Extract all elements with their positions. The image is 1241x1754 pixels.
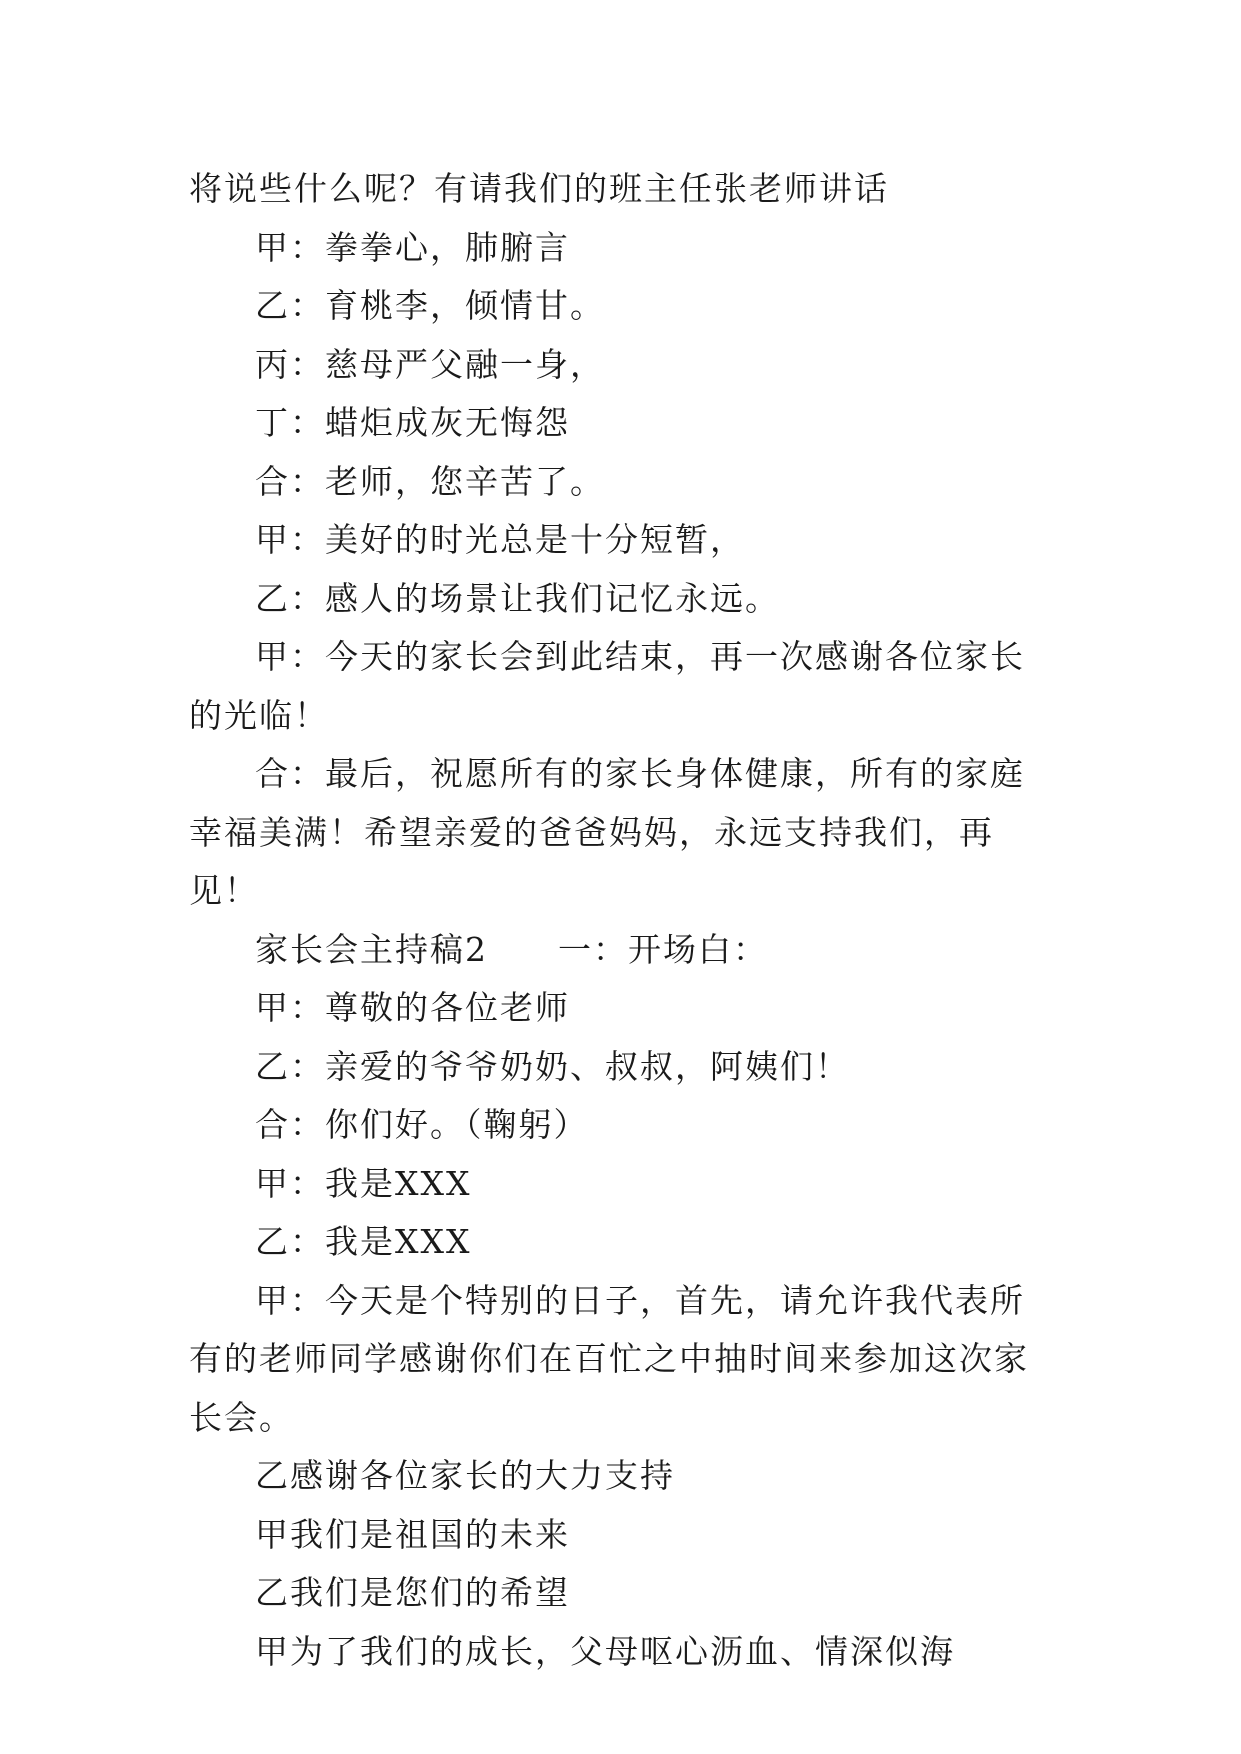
- paragraph: 甲：拳拳心，肺腑言: [255, 227, 570, 267]
- paragraph: 甲：尊敬的各位老师: [255, 988, 570, 1027]
- paragraph: 合：你们好。（鞠躬）: [255, 1105, 589, 1144]
- paragraph: 合：最后，祝愿所有的家长身体健康，所有的家庭幸福美满！希望亲爱的爸爸妈妈，永远支持我们，再见！: [189, 754, 1025, 910]
- paragraph: 甲：美好的时光总是十分短暂，: [255, 520, 745, 559]
- paragraph: 甲：今天是个特别的日子，首先，请允许我代表所有的老师同学感谢你们在百忙之中抽时间来参加这次家长会。: [189, 1280, 1029, 1437]
- paragraph: 乙：亲爱的爷爷奶奶、叔叔，阿姨们！: [255, 1046, 850, 1086]
- paragraph: 丁：蜡炬成灰无悔怨: [255, 403, 570, 442]
- paragraph: 甲我们是祖国的未来: [255, 1514, 570, 1554]
- document-body: [189, 160, 1059, 1681]
- paragraph: 乙：我是XXX: [255, 1222, 472, 1261]
- paragraph: 乙感谢各位家长的大力支持: [255, 1456, 675, 1495]
- paragraph: 甲为了我们的成长，父母呕心沥血、情深似海: [255, 1631, 955, 1671]
- paragraph: 乙：育桃李，倾情甘。: [255, 286, 605, 325]
- paragraph-continuation: 将说些什么呢？有请我们的班主任张老师讲话: [189, 169, 889, 208]
- paragraph: 乙：感人的场景让我们记忆永远。: [255, 578, 780, 618]
- section-heading: 家长会主持稿2 一：开场白：: [255, 929, 768, 969]
- paragraph: 甲：今天的家长会到此结束，再一次感谢各位家长的光临！: [189, 637, 1025, 735]
- paragraph: 合：老师，您辛苦了。: [255, 461, 605, 501]
- paragraph: 乙我们是您们的希望: [255, 1573, 570, 1612]
- paragraph: 甲：我是XXX: [255, 1163, 472, 1203]
- paragraph: 丙：慈母严父融一身，: [255, 344, 605, 384]
